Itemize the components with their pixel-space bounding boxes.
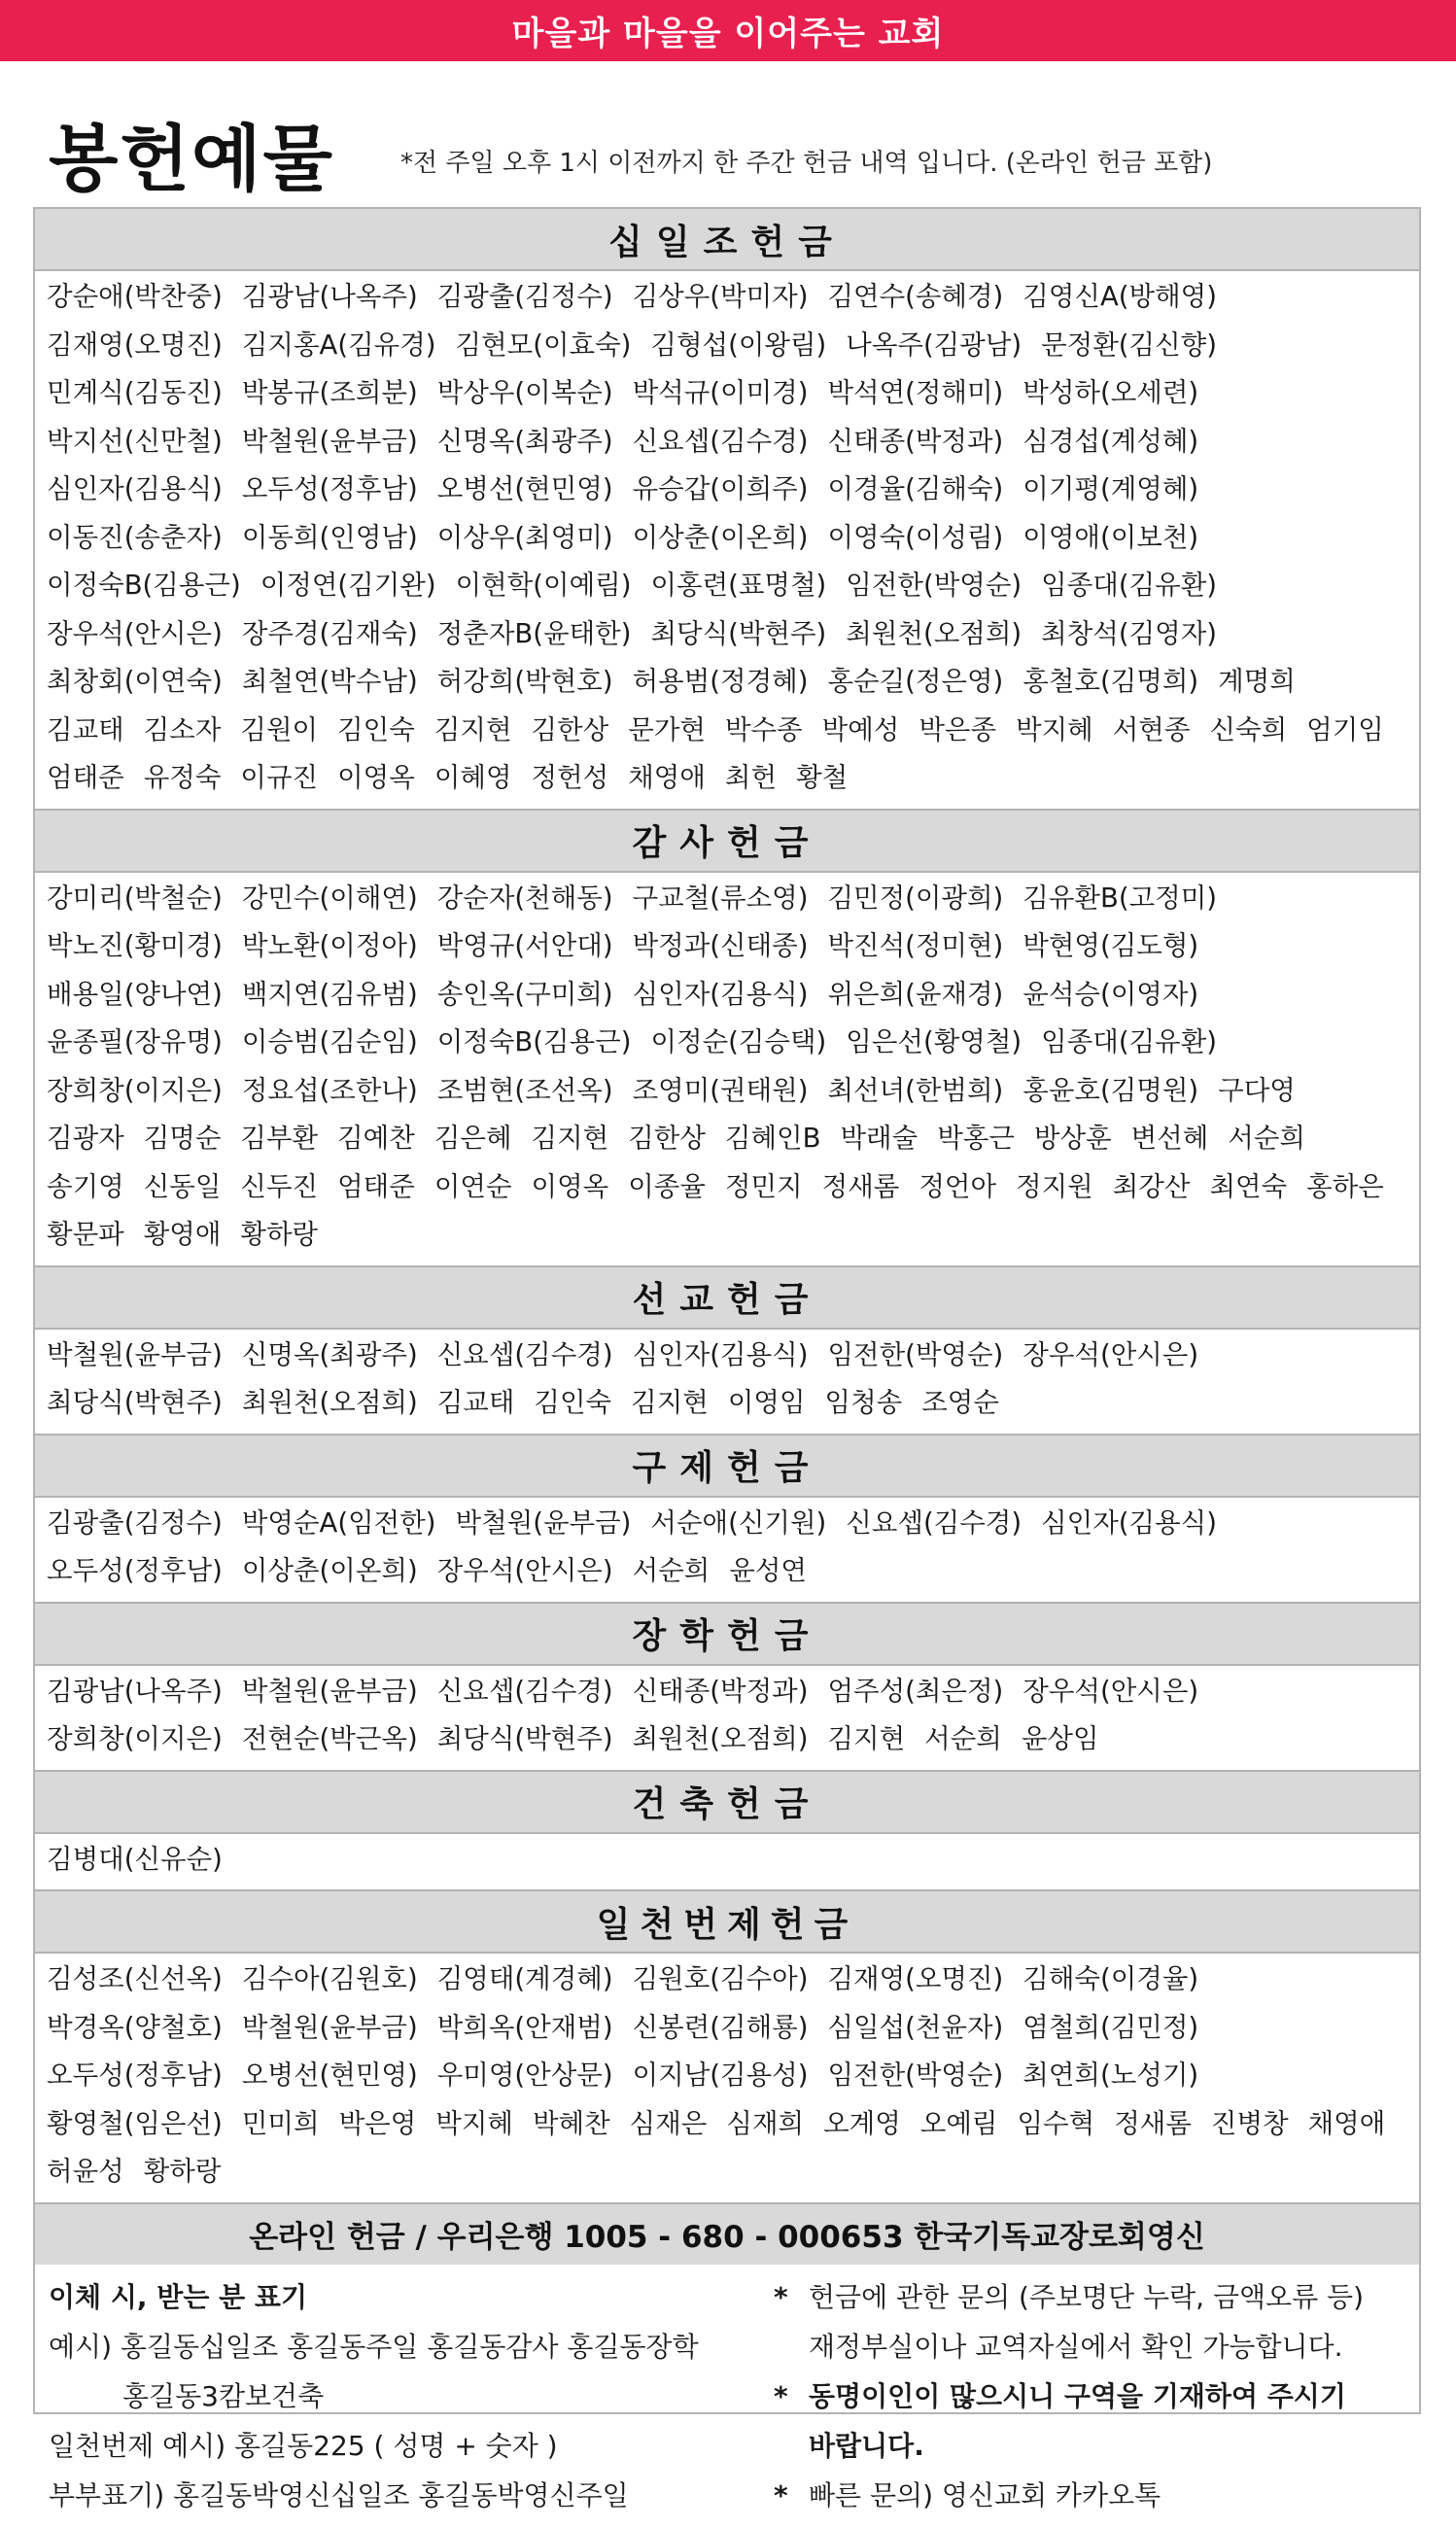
donor-name: 김상우(박미자): [632, 281, 809, 312]
donor-name: 심인자(김용식): [632, 978, 809, 1010]
donor-name: 김지현: [433, 713, 512, 745]
donor-name: 강순애(박찬중): [47, 281, 223, 312]
donor-name: 이연순: [433, 1170, 512, 1202]
donor-name: 박영규(서안대): [436, 930, 613, 961]
donor-name: 오두성(정후남): [47, 2060, 223, 2091]
donor-name: 백지연(김유범): [241, 978, 418, 1010]
footer-info: [35, 2265, 1419, 2527]
quick-inquiry-text: 빠른 문의) 영신교회 카카오톡: [809, 2478, 1161, 2511]
donor-name: 임전한(박영순): [827, 1338, 1004, 1370]
donor-name: 장우석(안시은): [47, 617, 223, 649]
donor-name: 박은영: [338, 2107, 417, 2139]
donor-name: 김원호(김수아): [632, 1963, 809, 1994]
donor-name: 이상우(최영미): [436, 521, 613, 553]
donor-name: 위은희(윤재경): [827, 978, 1004, 1010]
donor-name: 김유환B(고정미): [1023, 882, 1218, 914]
donor-name: 오예림: [919, 2107, 998, 2139]
donor-name: 김인숙: [337, 713, 415, 745]
donor-name: 신태종(박정과): [632, 1675, 809, 1707]
donor-name: 김교태: [436, 1387, 515, 1418]
donor-name: 박철원(윤부금): [455, 1506, 632, 1539]
donor-name: 박진석(정미현): [827, 930, 1004, 961]
donor-name: 박홍근: [937, 1123, 1015, 1154]
donor-name: 심인자(김용식): [1041, 1506, 1217, 1539]
donor-name: 신요셉(김수경): [436, 1675, 613, 1707]
donor-name: 임종대(김유환): [1041, 570, 1218, 601]
donor-name: 변선혜: [1130, 1123, 1209, 1154]
donor-name: 정언아: [919, 1170, 997, 1202]
donor-name: 박성하(오세련): [1023, 377, 1199, 408]
donor-name: 홍철호(김명희): [1023, 666, 1199, 697]
donor-name: 오계영: [823, 2107, 901, 2139]
donor-name: 박은종: [919, 713, 997, 745]
donor-name: 김부환: [240, 1123, 319, 1154]
page-note: *전 주일 오후 1시 이전까지 한 주간 헌금 내역 입니다. (온라인 헌금 포함): [400, 149, 1213, 178]
donor-name: 장희창(이지은): [47, 1723, 223, 1754]
donor-name: 심재희: [726, 2107, 805, 2139]
donor-name: 최헌: [724, 762, 778, 793]
donor-name: 박혜찬: [532, 2107, 610, 2139]
donor-name: 정요섭(조한나): [241, 1074, 418, 1106]
page-title: 봉헌예물: [49, 118, 334, 201]
donor-name: 정지원: [1016, 1170, 1093, 1202]
section-title: 구제헌금: [35, 1436, 1419, 1496]
couple-notation-example: 부부표기) 홍길동박영신십일조 홍길동박영신주일: [49, 2478, 629, 2511]
donor-name: 장주경(김재숙): [241, 617, 418, 649]
donor-name: 심재은: [629, 2107, 708, 2139]
donor-name: 홍하은: [1306, 1170, 1384, 1202]
donor-name: 채영애: [628, 762, 706, 793]
donor-name: 최창회(이연숙): [47, 666, 223, 697]
donor-name: 엄태준: [337, 1170, 415, 1202]
donor-name: 박경옥(양철호): [47, 2011, 223, 2043]
donor-name: 조영미(권태원): [632, 1074, 809, 1106]
donor-name: 서순희: [924, 1723, 1002, 1754]
donor-name: 심일섭(천윤자): [827, 2011, 1004, 2043]
donor-name: 박철원(윤부금): [47, 1338, 223, 1370]
thousand-offering-example: 일천번제 예시) 홍길동225 ( 성명 + 숫자 ): [49, 2429, 558, 2462]
donor-name: 심인자(김용식): [47, 473, 223, 504]
donor-name: 장우석(안시은): [1023, 1338, 1199, 1370]
donor-name: 신봉련(김해룡): [632, 2011, 809, 2043]
donor-name: 이영옥: [337, 762, 415, 793]
donor-name: 박수종: [724, 713, 803, 745]
donor-name: 김영태(계경혜): [436, 1963, 613, 1994]
donor-name: 황문파: [47, 1219, 124, 1250]
donor-name: 박철원(윤부금): [241, 425, 418, 457]
donor-name: 이영옥: [531, 1170, 609, 1202]
donor-name: 이승범(김순임): [241, 1026, 418, 1057]
donor-name: 최연희(노성기): [1023, 2060, 1199, 2091]
donor-name: 이홍련(표명철): [650, 570, 827, 601]
donor-name: 이정연(김기완): [260, 570, 436, 601]
donor-name: 서순희: [632, 1555, 711, 1586]
donor-name: 신명옥(최광주): [436, 425, 613, 457]
donor-name: 김혜인B: [724, 1123, 821, 1154]
donor-name: 민미희: [241, 2107, 320, 2139]
donor-name: 임수혁: [1017, 2107, 1095, 2139]
donor-name: 조영순: [921, 1387, 999, 1418]
donor-name: 이정숙B(김용근): [436, 1026, 632, 1057]
donor-name: 김수아(김원호): [241, 1963, 418, 1994]
donor-name: 최당식(박현주): [47, 1387, 223, 1418]
donor-name: 황영애: [143, 1219, 222, 1250]
donor-name: 윤성연: [729, 1555, 807, 1586]
donor-name: 문정환(김신향): [1041, 329, 1217, 361]
donor-name: 김한상: [628, 1123, 706, 1154]
donor-name: 박래술: [840, 1123, 919, 1154]
donor-name: 심경섭(계성혜): [1023, 425, 1199, 457]
donor-name: 엄기임: [1306, 713, 1384, 745]
donor-name: 최당식(박현주): [650, 617, 827, 649]
donor-name: 오병선(현민영): [241, 2060, 418, 2091]
donor-name: 신요셉(김수경): [632, 425, 809, 457]
transfer-example: 예시) 홍길동십일조 홍길동주일 홍길동감사 홍길동장학: [49, 2330, 699, 2363]
donor-name: 서현종: [1112, 713, 1191, 745]
donor-name: 신동일: [143, 1170, 222, 1202]
donor-name: 염철희(김민정): [1023, 2011, 1199, 2043]
quick-inquiry-note: [774, 2471, 1405, 2520]
section-title: 건축헌금: [35, 1772, 1419, 1832]
donor-name: 박정과(신태종): [632, 930, 809, 961]
inquiry-note-cont: 재정부실이나 교역자실에서 확인 가능합니다.: [809, 2330, 1343, 2363]
donor-name: 계명희: [1218, 666, 1296, 697]
donor-name: 황하랑: [240, 1219, 319, 1250]
note-mark: *: [774, 2379, 788, 2412]
donor-name: 황하랑: [143, 2156, 222, 2187]
donor-name: 엄태준: [47, 762, 124, 793]
donor-name: 김해숙(이경율): [1023, 1963, 1199, 1994]
section-title: 선교헌금: [35, 1267, 1419, 1328]
donor-name: 최연숙: [1209, 1170, 1288, 1202]
donor-name: 오병선(현민영): [436, 473, 613, 504]
donor-name: 김연수(송혜경): [827, 281, 1004, 312]
donor-name: 김재영(오명진): [827, 1963, 1004, 1994]
donor-name: 박철원(윤부금): [241, 2011, 418, 2043]
donor-name: 장우석(안시은): [1023, 1675, 1199, 1707]
donor-name: 최선녀(한범희): [827, 1074, 1004, 1106]
donor-name: 임은선(황영철): [846, 1026, 1023, 1057]
section-title: 일천번제헌금: [35, 1891, 1419, 1952]
donor-name: 이현학(이예림): [455, 570, 632, 601]
donor-name: 신요셉(김수경): [436, 1338, 613, 1370]
donor-name: 강미리(박철순): [47, 882, 223, 914]
donor-name: 유정숙: [143, 762, 222, 793]
donor-name: 박희옥(안재범): [436, 2011, 613, 2043]
donor-name: 최원천(오점희): [241, 1387, 418, 1418]
donor-name: 김지현: [827, 1723, 906, 1754]
donor-name: 장우석(안시은): [436, 1555, 613, 1586]
donor-name: 임종대(김유환): [1041, 1026, 1218, 1057]
footer-left: [49, 2272, 787, 2520]
donor-name: 박봉규(조희분): [241, 377, 418, 408]
section-names: [35, 1666, 1419, 1770]
donor-name: 김지현: [531, 1123, 609, 1154]
donor-name: 허용범(정경혜): [632, 666, 809, 697]
donor-name: 김한상: [531, 713, 609, 745]
donor-name: 김소자: [143, 713, 222, 745]
donor-name: 우미영(안상문): [436, 2060, 613, 2091]
donor-name: 김지홍A(김유경): [241, 329, 436, 361]
note-mark: *: [774, 2280, 788, 2313]
donor-name: 김은혜: [433, 1123, 512, 1154]
donor-name: 김원이: [240, 713, 319, 745]
donor-name: 최원천(오점희): [632, 1723, 809, 1754]
donor-name: 나옥주(김광남): [846, 329, 1023, 361]
transfer-heading: 이체 시, 받는 분 표기: [49, 2280, 308, 2313]
donor-name: 송기영: [47, 1170, 124, 1202]
donor-name: 김현모(이효숙): [455, 329, 632, 361]
donor-name: 황철: [796, 762, 849, 793]
donor-name: 정헌성: [531, 762, 609, 793]
donor-name: 신명옥(최광주): [241, 1338, 418, 1370]
donor-name: 박영순A(임전한): [241, 1506, 436, 1539]
donor-name: 박철원(윤부금): [241, 1675, 418, 1707]
donor-name: 채영애: [1307, 2107, 1386, 2139]
donor-name: 진병창: [1210, 2107, 1289, 2139]
donor-name: 정새롬: [1114, 2107, 1192, 2139]
section-names: [35, 1954, 1419, 2202]
donor-name: 신숙희: [1209, 713, 1288, 745]
same-name-text: 동명이인이 많으시니 구역을 기재하여 주시기: [809, 2379, 1346, 2412]
donor-name: 이영숙(이성림): [827, 521, 1004, 553]
donor-name: 최철연(박수남): [241, 666, 418, 697]
donor-name: 김형섭(이왕림): [650, 329, 827, 361]
section-title: 장학헌금: [35, 1604, 1419, 1664]
section-names: [35, 271, 1419, 809]
section-names: [35, 873, 1419, 1265]
donor-name: 허강희(박현호): [436, 666, 613, 697]
donor-name: 심인자(김용식): [632, 1338, 809, 1370]
donor-name: 김인숙: [534, 1387, 612, 1418]
donor-name: 김영신A(방해영): [1023, 281, 1217, 312]
donor-name: 임전한(박영순): [827, 2060, 1004, 2091]
footer-right: [774, 2272, 1405, 2520]
donor-name: 정새롬: [821, 1170, 900, 1202]
donor-name: 박석규(이미경): [632, 377, 809, 408]
donor-name: 김재영(오명진): [47, 329, 223, 361]
section-names: [35, 1834, 1419, 1890]
top-banner: 마을과 마을을 이어주는 교회: [0, 0, 1456, 61]
donor-name: 김광남(나옥주): [241, 281, 418, 312]
donor-name: 박노진(황미경): [47, 930, 223, 961]
donor-name: 김지현: [631, 1387, 709, 1418]
inquiry-note: [774, 2272, 1405, 2322]
donor-name: 이영임: [727, 1387, 806, 1418]
donor-name: 김광출(김정수): [436, 281, 613, 312]
section-names: [35, 1330, 1419, 1434]
donor-name: 배용일(양나연): [47, 978, 223, 1010]
donor-name: 이동진(송춘자): [47, 521, 223, 553]
section-title: 감사헌금: [35, 811, 1419, 871]
donor-name: 최원천(오점희): [846, 617, 1023, 649]
donor-name: 박현영(김도형): [1023, 930, 1199, 961]
donor-name: 홍윤호(김명원): [1023, 1074, 1199, 1106]
donor-name: 이정숙B(김용근): [47, 570, 241, 601]
donor-name: 전현순(박근옥): [241, 1723, 418, 1754]
same-name-note-cont: 바랍니다.: [809, 2429, 924, 2462]
donor-name: 이규진: [240, 762, 319, 793]
donor-name: 임청송: [824, 1387, 903, 1418]
donor-name: 서순애(신기원): [650, 1506, 827, 1539]
donor-name: 박석연(정해미): [827, 377, 1004, 408]
donor-name: 임전한(박영순): [846, 570, 1023, 601]
donor-name: 김교태: [47, 713, 124, 745]
donor-name: 이상춘(이온희): [632, 521, 809, 553]
donor-name: 송인옥(구미희): [436, 978, 613, 1010]
section-title: 십일조헌금: [35, 209, 1419, 269]
donor-name: 엄주성(최은정): [827, 1675, 1004, 1707]
donor-name: 서순희: [1228, 1123, 1305, 1154]
donor-name: 허윤성: [47, 2156, 124, 2187]
donor-name: 구교철(류소영): [632, 882, 809, 914]
donor-name: 강민수(이해연): [241, 882, 418, 914]
donor-name: 조범현(조선옥): [436, 1074, 613, 1106]
donor-name: 김광출(김정수): [47, 1506, 223, 1539]
donor-name: 신두진: [240, 1170, 319, 1202]
donor-name: 방상훈: [1033, 1123, 1112, 1154]
donor-name: 박지선(신만철): [47, 425, 223, 457]
donor-name: 이경율(김해숙): [827, 473, 1004, 504]
donor-name: 최당식(박현주): [436, 1723, 613, 1754]
donor-name: 이영애(이보천): [1023, 521, 1199, 553]
donor-name: 김예찬: [337, 1123, 415, 1154]
donor-name: 이기평(계영혜): [1023, 473, 1199, 504]
donor-name: 이혜영: [433, 762, 512, 793]
donor-name: 박예성: [821, 713, 900, 745]
donor-name: 강순자(천해동): [436, 882, 613, 914]
donor-name: 이정순(김승택): [650, 1026, 827, 1057]
donor-name: 오두성(정후남): [241, 473, 418, 504]
donor-name: 정민지: [724, 1170, 803, 1202]
donor-name: 박지혜: [435, 2107, 513, 2139]
donor-name: 민계식(김동진): [47, 377, 223, 408]
donor-name: 구다영: [1218, 1074, 1296, 1106]
donor-name: 윤종필(장유명): [47, 1026, 223, 1057]
donor-name: 박지혜: [1016, 713, 1093, 745]
donor-name: 신태종(박정과): [827, 425, 1004, 457]
donor-name: 이상춘(이온희): [241, 1555, 418, 1586]
donor-name: 황영철(임은선): [47, 2107, 223, 2139]
donor-name: 이지남(김용성): [632, 2060, 809, 2091]
donor-name: 이종율: [628, 1170, 706, 1202]
transfer-example-cont: 홍길동3캄보건축: [122, 2379, 325, 2412]
donor-name: 유승갑(이희주): [632, 473, 809, 504]
donor-name: 김병대(신유순): [47, 1843, 223, 1875]
donor-name: 최강산: [1112, 1170, 1191, 1202]
offering-sections: [35, 209, 1419, 2204]
donor-name: 박노환(이정아): [241, 930, 418, 961]
donor-name: 윤석승(이영자): [1023, 978, 1199, 1010]
donor-name: 장희창(이지은): [47, 1074, 223, 1106]
donor-name: 정춘자B(윤태한): [436, 617, 632, 649]
donor-name: 김광남(나옥주): [47, 1675, 223, 1707]
donor-name: 김성조(신선옥): [47, 1963, 223, 1994]
donor-name: 홍순길(정은영): [827, 666, 1004, 697]
donor-name: 박상우(이복순): [436, 377, 613, 408]
note-mark: *: [774, 2478, 788, 2511]
offering-list: [33, 207, 1421, 2511]
donor-name: 문가현: [628, 713, 706, 745]
donor-name: 김광자: [47, 1123, 124, 1154]
donor-name: 윤상임: [1021, 1723, 1099, 1754]
section-names: [35, 1498, 1419, 1602]
donor-name: 이동희(인영남): [241, 521, 418, 553]
donor-name: 최창석(김영자): [1041, 617, 1218, 649]
inquiry-text: 헌금에 관한 문의 (주보명단 누락, 금액오류 등): [809, 2280, 1365, 2313]
same-name-note: [774, 2371, 1405, 2421]
donor-name: 김명순: [143, 1123, 222, 1154]
online-offering-account: 온라인 헌금 / 우리은행 1005 - 680 - 000653 한국기독교장로회영신: [35, 2204, 1419, 2265]
donor-name: 신요셉(김수경): [846, 1506, 1023, 1539]
donor-name: 오두성(정후남): [47, 1555, 223, 1586]
donor-name: 김민정(이광희): [827, 882, 1004, 914]
page-heading: [0, 61, 1456, 207]
